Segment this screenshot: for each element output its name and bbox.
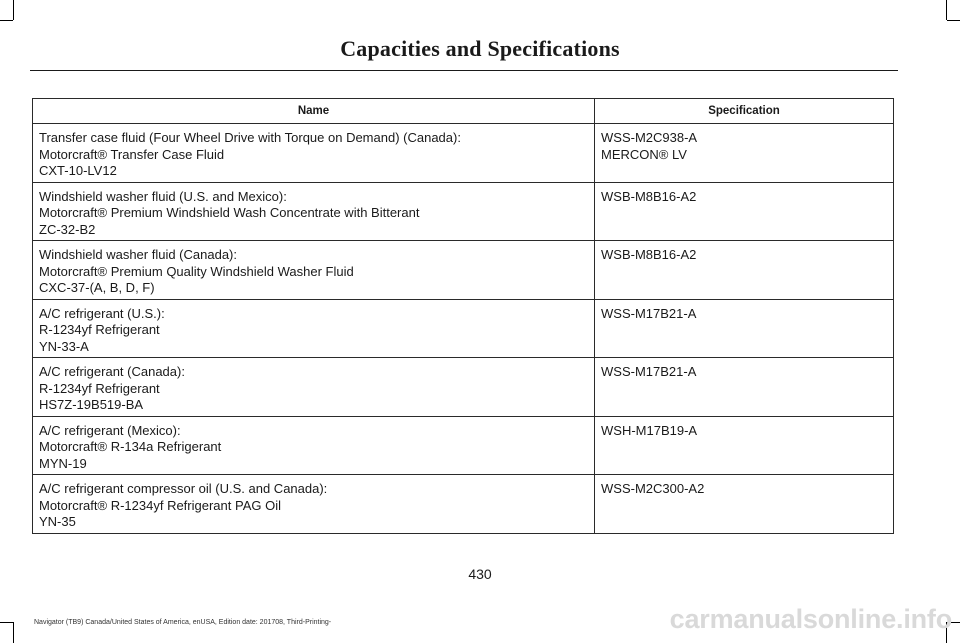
table-row bbox=[33, 416, 894, 475]
table-row bbox=[33, 299, 894, 358]
fluid-description: Windshield washer fluid (U.S. and Mexico): bbox=[39, 188, 287, 204]
spec-cell bbox=[595, 299, 894, 358]
fluid-description: A/C refrigerant (Canada): bbox=[39, 364, 185, 379]
spec-code: WSS-M17B21-A bbox=[601, 364, 697, 379]
spec-code: WSS-M17B21-A bbox=[601, 305, 697, 321]
crop-mark-bottom-left-v bbox=[13, 622, 14, 643]
table-row bbox=[33, 358, 894, 417]
column-header-name: Name bbox=[33, 99, 595, 124]
spec-code: WSS-M2C300-A2 bbox=[601, 481, 705, 496]
name-cell bbox=[33, 416, 595, 475]
spec-code: WSB-M8B16-A2 bbox=[601, 247, 697, 262]
part-number: CXT-10-LV12 bbox=[39, 163, 117, 178]
name-cell bbox=[33, 124, 595, 183]
watermark: carmanualsonline.info bbox=[669, 604, 952, 634]
part-number: CXC-37-(A, B, D, F) bbox=[39, 280, 155, 295]
fluid-description: A/C refrigerant (U.S.): bbox=[39, 305, 165, 321]
page-number: 430 bbox=[468, 566, 492, 582]
spec-cell bbox=[595, 475, 894, 534]
spec-code: WSS-M2C938-A bbox=[601, 130, 698, 145]
spec-code: WSH-M17B19-A bbox=[601, 422, 698, 438]
fluid-description: Windshield washer fluid (Canada): bbox=[39, 247, 237, 262]
table-row bbox=[33, 182, 894, 241]
part-number: ZC-32-B2 bbox=[39, 221, 96, 237]
crop-mark-top-right-v bbox=[946, 0, 947, 20]
column-header-specification: Specification bbox=[595, 99, 894, 124]
crop-mark-top-right-h bbox=[947, 20, 960, 21]
spec-cell bbox=[595, 416, 894, 475]
name-cell bbox=[33, 358, 595, 417]
name-cell bbox=[33, 182, 595, 241]
title-divider bbox=[30, 70, 898, 71]
fluid-description: A/C refrigerant compressor oil (U.S. and Canada): bbox=[39, 481, 328, 496]
table-row bbox=[33, 241, 894, 300]
product-name: Motorcraft® R-1234yf Refrigerant PAG Oil bbox=[39, 497, 281, 513]
crop-mark-top-left-v bbox=[13, 0, 14, 20]
name-cell bbox=[33, 475, 595, 534]
product-name: Motorcraft® Premium Quality Windshield Washer Fluid bbox=[39, 263, 354, 279]
part-number: YN-35 bbox=[39, 514, 76, 529]
crop-mark-top-left-h bbox=[0, 20, 13, 21]
spec-cell bbox=[595, 358, 894, 417]
spec-cell bbox=[595, 241, 894, 300]
crop-mark-bottom-left-h bbox=[0, 622, 13, 623]
product-name: R-1234yf Refrigerant bbox=[39, 380, 160, 396]
part-number: HS7Z-19B519-BA bbox=[39, 397, 144, 412]
fluid-description: Transfer case fluid (Four Wheel Drive with Torque on Demand) (Canada): bbox=[39, 130, 461, 145]
product-name: Motorcraft® Premium Windshield Wash Concentrate with Bitterant bbox=[39, 205, 420, 220]
table-row bbox=[33, 124, 894, 183]
name-cell bbox=[33, 241, 595, 300]
spec-code: WSB-M8B16-A2 bbox=[601, 188, 697, 204]
edition-footer: Navigator (TB9) Canada/United States of America, enUSA, Edition date: 201708, Third-Printing- bbox=[34, 619, 332, 626]
table-row bbox=[33, 475, 894, 534]
product-name: Motorcraft® Transfer Case Fluid bbox=[39, 146, 225, 162]
part-number: YN-33-A bbox=[39, 338, 89, 354]
page-title: Capacities and Specifications bbox=[340, 36, 620, 61]
spec-cell bbox=[595, 182, 894, 241]
name-cell bbox=[33, 299, 595, 358]
specifications-table bbox=[32, 98, 894, 534]
fluid-description: A/C refrigerant (Mexico): bbox=[39, 422, 181, 438]
product-name: Motorcraft® R-134a Refrigerant bbox=[39, 439, 222, 454]
table-header-row bbox=[33, 99, 894, 124]
product-name: R-1234yf Refrigerant bbox=[39, 322, 160, 337]
spec-cell bbox=[595, 124, 894, 183]
part-number: MYN-19 bbox=[39, 455, 87, 471]
spec-code: MERCON® LV bbox=[601, 146, 687, 162]
